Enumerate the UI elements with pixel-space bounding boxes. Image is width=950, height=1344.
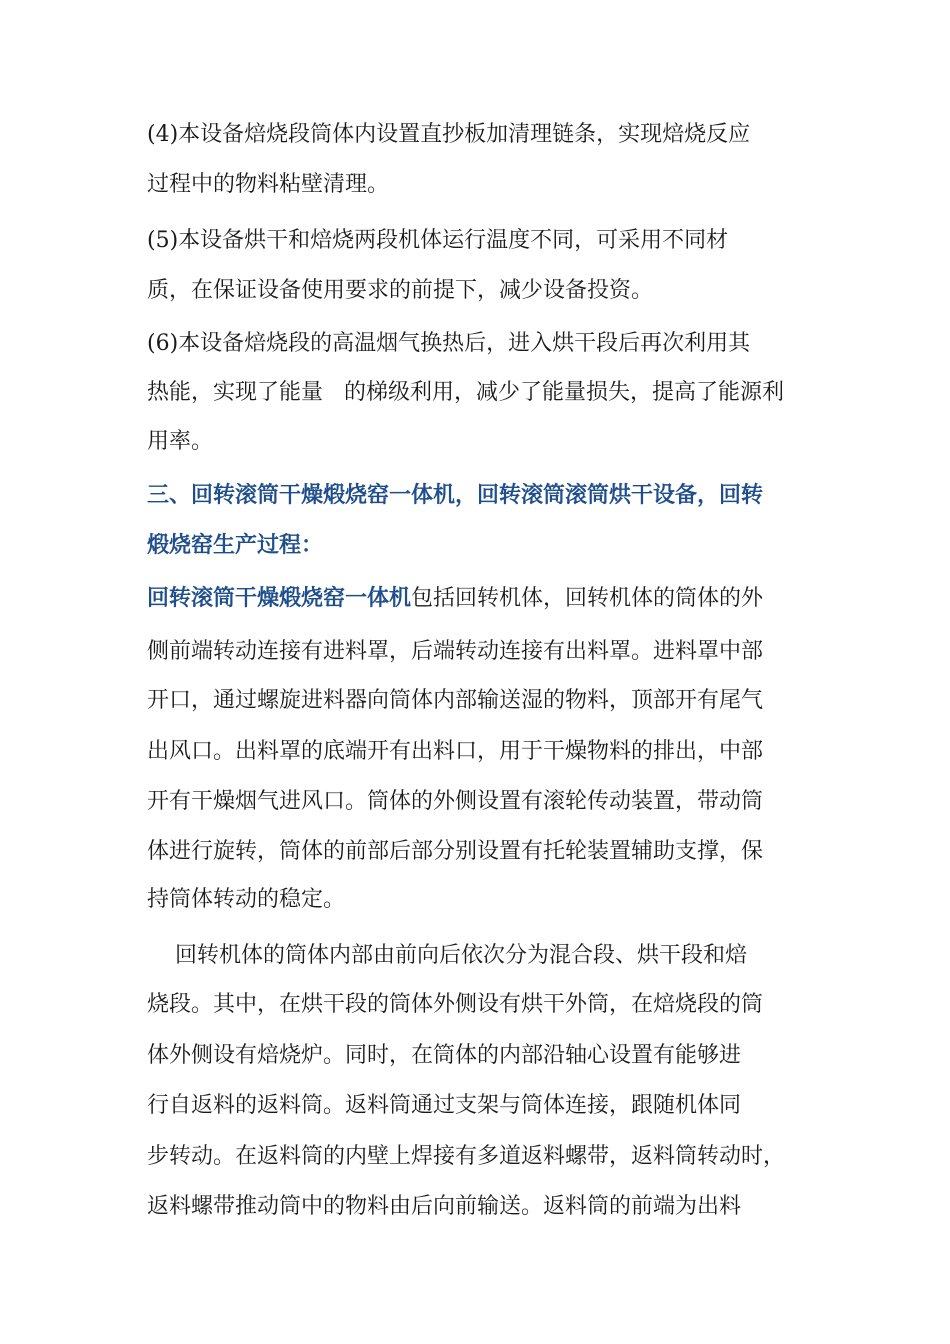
para1-line-2: 侧前端转动连接有进料罩，后端转动连接有出料罩。进料罩中部: [147, 639, 764, 664]
para2-line-4: 行自返料的返料筒。返料筒通过支架与筒体连接，跟随机体同: [147, 1093, 742, 1118]
para1-line-5: 开有干燥烟气进风口。筒体的外侧设置有滚轮传动装置，带动筒: [147, 789, 764, 814]
para1-line-6: 体进行旋转，筒体的前部后部分别设置有托轮装置辅助支撑，保: [147, 839, 764, 864]
para2-line-3: 体外侧设有焙烧炉。同时，在筒体的内部沿轴心设置有能够进: [147, 1043, 742, 1068]
para1-line-4: 出风口。出料罩的底端开有出料口，用于干燥物料的排出，中部: [147, 739, 764, 764]
section-heading-line-1: 三、回转滚筒干燥煅烧窑一体机，回转滚筒滚筒烘干设备，回转: [147, 483, 764, 508]
para1-line-1-rest: 包括回转机体，回转机体的筒体的外: [411, 586, 764, 611]
item4-line-2: 过程中的物料粘壁清理。: [147, 172, 390, 197]
para2-line-2: 烧段。其中，在烘干段的筒体外侧设有烘干外筒，在焙烧段的筒: [147, 992, 764, 1017]
item6-line-3: 用率。: [147, 429, 214, 454]
para1-line-1: [147, 584, 763, 614]
para2-line-6: 返料螺带推动筒中的物料由后向前输送。返料筒的前端为出料: [147, 1194, 742, 1219]
para2-line-5: 步转动。在返料筒的内壁上焊接有多道返料螺带，返料筒转动时，: [147, 1144, 786, 1169]
para1-line-7: 持筒体转动的稳定。: [147, 887, 346, 912]
item5-line-1: (5)本设备烘干和焙烧两段机体运行温度不同，可采用不同材: [147, 228, 729, 253]
item6-line-1: (6)本设备焙烧段的高温烟气换热后，进入烘干段后再次利用其: [147, 331, 751, 356]
item6-line-2: 热能，实现了能量 的梯级利用，减少了能量损失，提高了能源利: [147, 380, 784, 405]
para1-lead-term: 回转滚筒干燥煅烧窑一体机: [147, 586, 412, 611]
item4-line-1: (4)本设备焙烧段筒体内设置直抄板加清理链条，实现焙烧反应: [147, 122, 751, 147]
para2-line-1: 回转机体的筒体内部由前向后依次分为混合段、烘干段和焙: [147, 943, 747, 968]
item5-line-2: 质，在保证设备使用要求的前提下，减少设备投资。: [147, 278, 654, 303]
para1-line-3: 开口，通过螺旋进料器向筒体内部输送湿的物料，顶部开有尾气: [147, 688, 764, 713]
section-heading-line-2: 煅烧窑生产过程：: [147, 533, 324, 558]
